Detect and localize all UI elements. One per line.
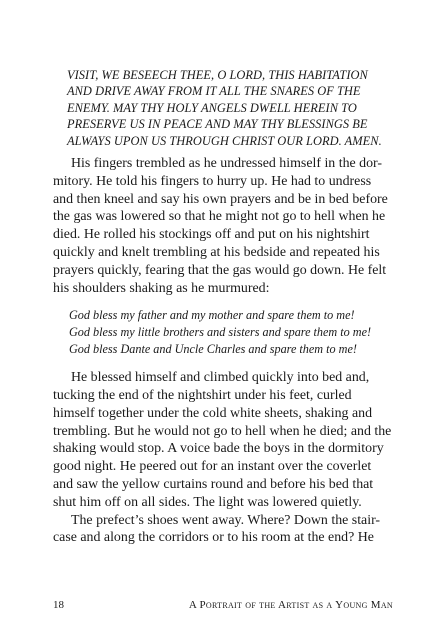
text-line: tucking the end of the nightshirt under his feet, curled (53, 387, 352, 403)
text-line: and saw the yellow curtains round and before his bed that (53, 476, 374, 492)
prayer-line: ENEMY. MAY THY HOLY ANGELS DWELL HEREIN TO (67, 100, 357, 115)
text-line: The prefect’s shoes went away. Where? Down the stair- (71, 512, 381, 528)
prayer-line: AND DRIVE AWAY FROM IT ALL THE SNARES OF THE (67, 84, 361, 99)
verse-line: God bless my father and my mother and spare them to me! (69, 308, 355, 323)
text-line: His fingers trembled as he undressed himself in the dor- (71, 156, 383, 171)
page-number: 18 (53, 599, 64, 611)
verse-line: God bless my little brothers and sisters and spare them to me! (69, 324, 372, 339)
text-line: good night. He peered out for an instant over the coverlet (53, 459, 372, 475)
paragraph-3 (53, 512, 393, 548)
text-line: prayers quickly, fearing that the gas would go down. He felt (53, 262, 387, 278)
paragraph-1 (53, 155, 393, 297)
text-line: case and along the corridors or to his room at the end? He (53, 530, 374, 546)
text-line: shaking would stop. A voice bade the boys in the dormitory (53, 441, 384, 457)
running-title: A Portrait of the Artist as a Young Man (188, 599, 393, 611)
text-line: died. He rolled his stockings off and put on his nightshirt (53, 227, 370, 243)
text-line: He blessed himself and climbed quickly into bed and, (71, 370, 370, 386)
prayer-block (67, 67, 385, 149)
text-line: mitory. He told his fingers to hurry up. He had to undress (53, 173, 372, 189)
text-line: the gas was lowered so that he might not go to hell when he (53, 209, 386, 225)
paragraph-2 (53, 369, 393, 511)
prayer-line: PRESERVE US IN PEACE AND MAY THY BLESSINGS BE (67, 117, 368, 132)
text-line: his shoulders shaking as he murmured: (53, 280, 270, 296)
body-text (53, 155, 393, 547)
text-line: himself together under the cold white sheets, shaking and (53, 405, 373, 421)
prayer-line: VISIT, WE BESEECH THEE, O LORD, THIS HABITATION (67, 68, 368, 82)
bedtime-prayer-verse (69, 307, 393, 357)
prayer-line: ALWAYS UPON US THROUGH CHRIST OUR LORD. AMEN. (67, 133, 382, 148)
verse-line: God bless Dante and Uncle Charles and spare them to me! (69, 341, 357, 356)
text-line: trembling. But he would not go to hell when he died; and the (53, 423, 392, 439)
text-line: and then kneel and say his own prayers and be in bed before (53, 191, 388, 207)
text-line: quickly and knelt trembling at his bedside and repeated his (53, 244, 380, 260)
text-line: shut him off on all sides. The light was lowered quietly. (53, 494, 362, 510)
